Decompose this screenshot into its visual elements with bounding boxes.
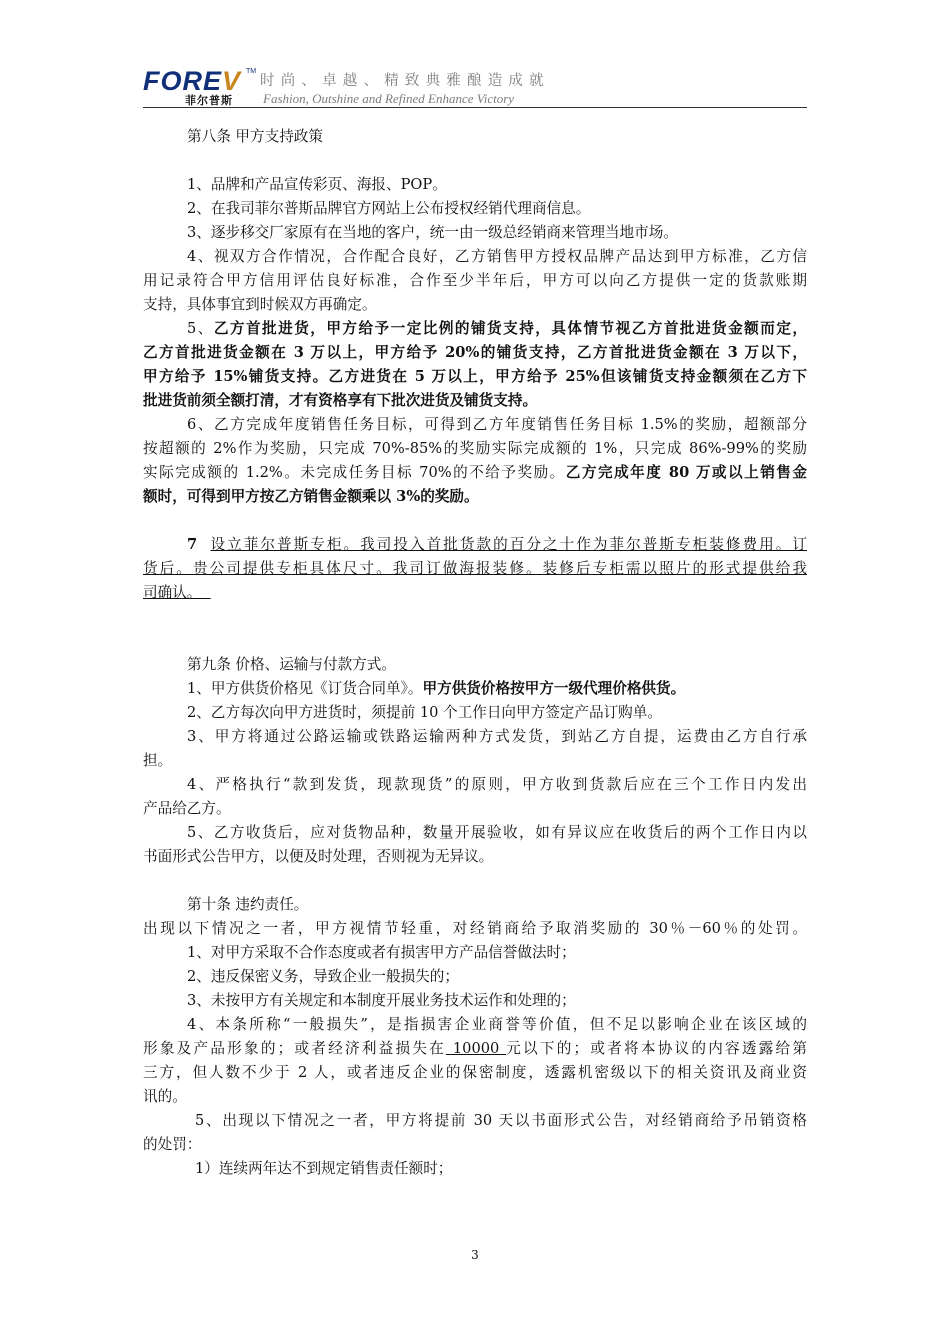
s10-item-5-sub-1: 1）连续两年达不到规定销售责任额时；: [195, 1160, 453, 1177]
s10-item-1: 1、对甲方采取不合作态度或者有损害甲方产品信誉做法时；: [187, 944, 576, 961]
s10-item-4-line-1: 4、本条所称“一般损失”，是指损害企业商誉等价值，但不足以影响企业在该区域的: [187, 1016, 807, 1033]
s8-item-6-line-1: 6、乙方完成年度销售任务目标，可得到乙方年度销售任务目标 1.5%的奖励，超额部分: [187, 416, 807, 433]
section-8-title: 第八条 甲方支持政策: [187, 128, 323, 145]
loss-amount: 10000: [446, 1040, 507, 1057]
section-9-title: 第九条 价格、运输与付款方式。: [187, 656, 396, 673]
s9-item-3-line-1: 3、甲方将通过公路运输或铁路运输两种方式发货，到站乙方自提，运费由乙方自行承: [187, 728, 807, 745]
page-header: [143, 60, 807, 110]
s8-item-5-line-4: 批进货前须全额打清，才有资格享有下批次进货及铺货支持。: [143, 392, 538, 409]
document-body: [143, 125, 807, 1181]
s8-item-7-line-1: 7 设立菲尔普斯专柜。我司投入首批货款的百分之十作为菲尔普斯专柜装修费用。订: [187, 536, 807, 553]
section-10-title: 第十条 违约责任。: [187, 896, 309, 913]
s8-item-3: 3、逐步移交厂家原有在当地的客户，统一由一级总经销商来管理当地市场。: [187, 224, 678, 241]
s10-item-2: 2、违反保密义务，导致企业一般损失的；: [187, 968, 459, 985]
s9-item-2: 2、乙方每次向甲方进货时，须提前 10 个工作日向甲方签定产品订购单。: [187, 704, 662, 721]
s8-item-7-line-2: 货后。贵公司提供专柜具体尺寸。我司订做海报装修。装修后专柜需以照片的形式提供给我: [143, 560, 807, 577]
s10-item-4-line-3: 三方，但人数不少于 2 人，或者违反企业的保密制度，透露机密级以下的相关资讯及商业资: [143, 1064, 807, 1081]
trademark-mark: TM: [246, 68, 257, 75]
s8-item-6-line-2: 按超额的 2%作为奖励，只完成 70%-85%的奖励实际完成额的 1%，只完成 86%-99%的奖励: [143, 440, 807, 457]
page-number: 3: [471, 1248, 479, 1262]
brand-logo: FOREV: [143, 66, 242, 96]
s9-item-5-line-1: 5、乙方收货后，应对货物品种，数量开展验收，如有异议应在收货后的两个工作日内以: [187, 824, 807, 841]
slogan-chinese: 时尚、卓越、精致典雅酿造成就: [260, 73, 550, 89]
s8-item-5-line-1: 5、乙方首批进货，甲方给予一定比例的铺货支持，具体情节视乙方首批进货金额而定，: [187, 320, 807, 337]
s10-item-5-line-1: 5、出现以下情况之一者，甲方将提前 30 天以书面形式公告，对经销商给予吊销资格: [195, 1112, 807, 1129]
header-divider: [143, 107, 807, 108]
slogan-english: Fashion, Outshine and Refined Enhance Victory: [263, 91, 515, 106]
s8-item-5-line-3: 甲方给予 15%铺货支持。乙方进货在 5 万以上，甲方给予 25%但该铺货支持金额须在乙方下: [143, 368, 807, 385]
brand-chinese-name: 菲尔普斯: [185, 94, 233, 107]
s8-item-4-line-3: 支持，具体事宜到时候双方再确定。: [143, 296, 377, 313]
s8-item-4-line-1: 4、视双方合作情况，合作配合良好，乙方销售甲方授权品牌产品达到甲方标准，乙方信: [187, 248, 807, 265]
s9-item-4-line-2: 产品给乙方。: [143, 800, 231, 817]
s10-item-4-line-2: 形象及产品形象的；或者经济利益损失在 10000 元以下的；或者将本协议的内容透露给第: [143, 1040, 807, 1057]
s8-item-6-line-3: 实际完成额的 1.2%。未完成任务目标 70%的不给予奖励。乙方完成年度 80 万或以上销售金: [143, 464, 807, 481]
s9-item-3-line-2: 担。: [143, 752, 173, 769]
s8-item-7-line-3: 司确认。: [143, 584, 202, 601]
s10-item-4-line-4: 讯的。: [143, 1088, 187, 1105]
s9-item-1: 1、甲方供货价格见《订货合同单》。甲方供货价格按甲方一级代理价格供货。: [187, 680, 686, 697]
s10-item-5-line-2: 的处罚：: [143, 1136, 202, 1153]
s8-item-1: 1、品牌和产品宣传彩页、海报、POP。: [187, 176, 447, 193]
s10-item-3: 3、未按甲方有关规定和本制度开展业务技术运作和处理的；: [187, 992, 576, 1009]
s8-item-6-line-4: 额时，可得到甲方按乙方销售金额乘以 3%的奖励。: [143, 488, 479, 505]
s8-item-5-line-2: 乙方首批进货金额在 3 万以上，甲方给予 20%的铺货支持，乙方首批进货金额在 3 万以下，: [143, 344, 807, 361]
s9-item-4-line-1: 4、严格执行“款到发货，现款现货”的原则，甲方收到货款后应在三个工作日内发出: [187, 776, 807, 793]
s10-intro: 出现以下情况之一者，甲方视情节轻重，对经销商给予取消奖励的 30％－60％的处罚。: [143, 920, 807, 937]
s8-item-2: 2、在我司菲尔普斯品牌官方网站上公布授权经销代理商信息。: [187, 200, 591, 217]
s8-item-4-line-2: 用记录符合甲方信用评估良好标准，合作至少半年后，甲方可以向乙方提供一定的货款账期: [143, 272, 807, 289]
s9-item-5-line-2: 书面形式公告甲方，以便及时处理，否则视为无异议。: [143, 848, 494, 865]
